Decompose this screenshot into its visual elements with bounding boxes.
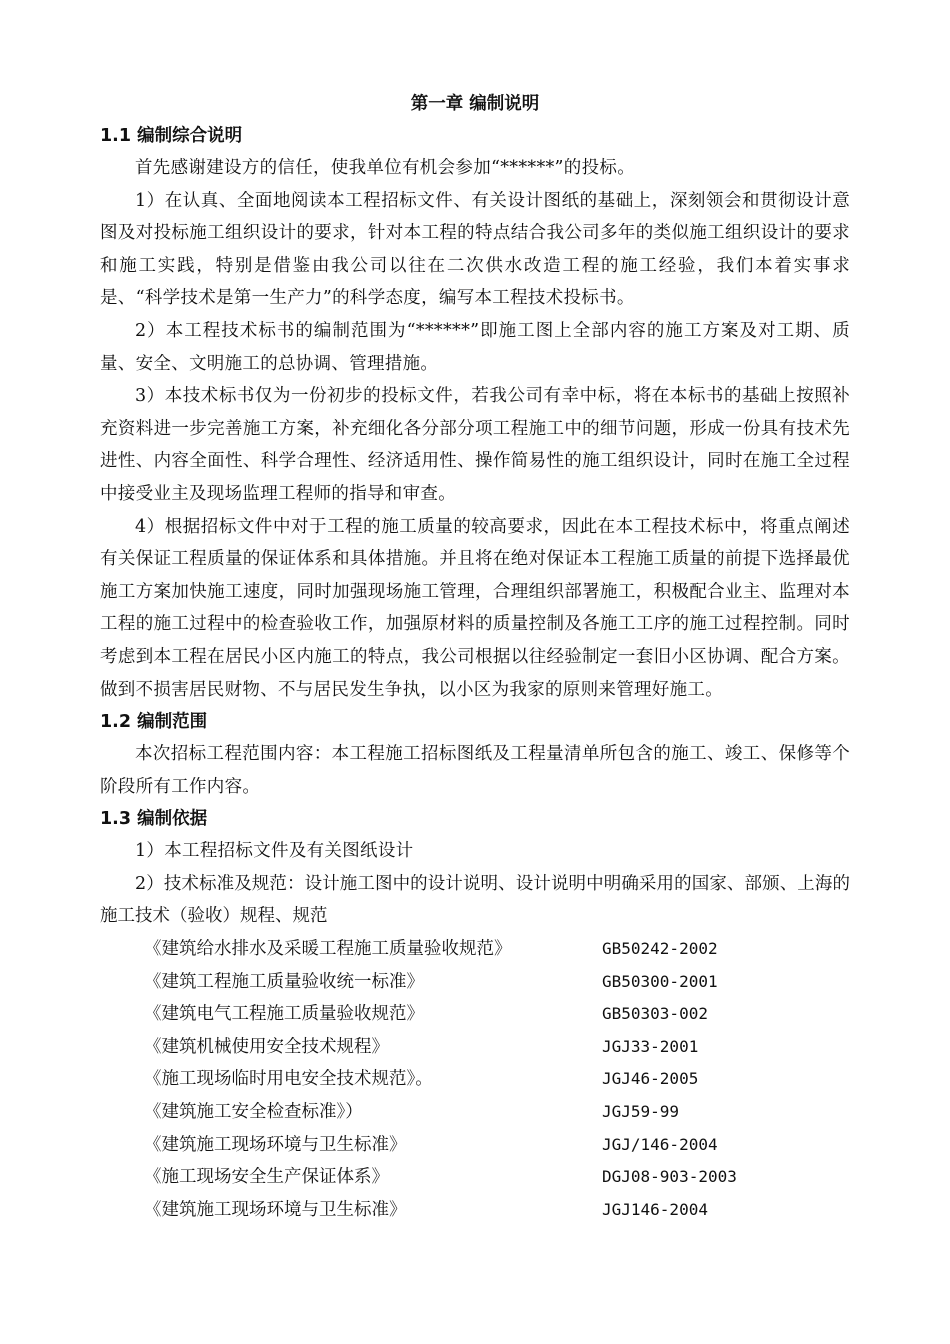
standard-code: JGJ46-2005: [602, 1069, 699, 1089]
standard-name: 《建筑电气工程施工质量验收规范》: [144, 1004, 424, 1025]
standard-name: 《建筑施工现场环境与卫生标准》: [144, 1199, 407, 1220]
paragraph: 4）根据招标文件中对于工程的施工质量的较高要求，因此在本工程技术标中，将重点阐述有关保证工程质量的保证体系和具体措施。并且将在绝对保证本工程施工质量的前提下选择最优施工方案加快施工速度，同时加强现场施工管理，合理组织部署施工，积极配合业主、监理对本工程的施工过程中的检查验收工作，加强原材料的质量控制及各施工工序的施工过程控制。同时考虑到本工程在居民小区内施工的特点，我公司根据以往经验制定一套旧小区协调、配合方案。做到不损害居民财物、不与居民发生争执，以小区为我家的原则来管理好施工。: [100, 516, 850, 700]
chapter-title: 第一章 编制说明: [410, 94, 540, 114]
standard-name: 《建筑工程施工质量验收统一标准》: [144, 971, 424, 992]
standard-code: GB50303-002: [602, 1004, 708, 1024]
paragraph: 2）本工程技术标书的编制范围为“******”即施工图上全部内容的施工方案及对工期、质量、安全、文明施工的总协调、管理措施。: [100, 320, 850, 374]
standard-row: [100, 1096, 850, 1129]
standard-row: [100, 933, 850, 966]
standard-name: 《施工现场临时用电安全技术规范》。: [144, 1069, 433, 1090]
standard-row: [100, 1161, 850, 1194]
standard-name: 《建筑机械使用安全技术规程》: [144, 1036, 389, 1057]
standard-code: JGJ33-2001: [602, 1036, 699, 1056]
standard-name: 《建筑给水排水及采暖工程施工质量验收规范》: [144, 939, 512, 960]
standard-name: 《施工现场安全生产保证体系》: [144, 1167, 389, 1188]
paragraph: 首先感谢建设方的信任，使我单位有机会参加“******”的投标。: [135, 158, 635, 178]
section-heading-1-2: 1.2 编制范围: [100, 712, 208, 733]
paragraph: 2）技术标准及规范：设计施工图中的设计说明、设计说明中明确采用的国家、部颁、上海的施工技术（验收）规程、规范: [100, 873, 850, 927]
paragraph: 3）本技术标书仅为一份初步的投标文件，若我公司有幸中标，将在本标书的基础上按照补充资料进一步完善施工方案，补充细化各分部分项工程施工中的细节问题，形成一份具有技术先进性、内容全面性、科学合理性、经济适用性、操作简易性的施工组织设计，同时在施工全过程中接受业主及现场监理工程师的指导和审查。: [100, 386, 850, 504]
standard-name: 《建筑施工安全检查标准》）: [144, 1102, 363, 1123]
standard-code: DGJ08-903-2003: [602, 1167, 737, 1187]
paragraph: 1）本工程招标文件及有关图纸设计: [135, 841, 414, 862]
standard-code: GB50300-2001: [602, 971, 718, 991]
standard-name: 《建筑施工现场环境与卫生标准》: [144, 1134, 407, 1155]
section-heading-1-3: 1.3 编制依据: [100, 809, 208, 830]
standard-code: GB50242-2002: [602, 939, 718, 959]
paragraph: 1）在认真、全面地阅读本工程招标文件、有关设计图纸的基础上，深刻领会和贯彻设计意图及对投标施工组织设计的要求，针对本工程的特点结合我公司多年的类似施工组织设计的要求和施工实践，特别是借鉴由我公司以往在二次供水改造工程的施工经验，我们本着实事求是、“科学技术是第一生产力”的科学态度，编写本工程技术投标书。: [100, 190, 850, 309]
standard-row: [100, 1063, 850, 1096]
section-heading-1-1: 1.1 编制综合说明: [100, 126, 243, 146]
standards-list: [100, 933, 850, 1226]
standard-code: JGJ/146-2004: [602, 1134, 718, 1154]
standard-code: JGJ146-2004: [602, 1199, 708, 1219]
standard-row: [100, 1031, 850, 1064]
standard-row: [100, 1129, 850, 1162]
paragraph: 本次招标工程范围内容：本工程施工招标图纸及工程量清单所包含的施工、竣工、保修等个阶段所有工作内容。: [100, 744, 850, 797]
standard-code: JGJ59-99: [602, 1102, 680, 1122]
standard-row: [100, 966, 850, 999]
standard-row: [100, 998, 850, 1031]
standard-row: [100, 1194, 850, 1227]
